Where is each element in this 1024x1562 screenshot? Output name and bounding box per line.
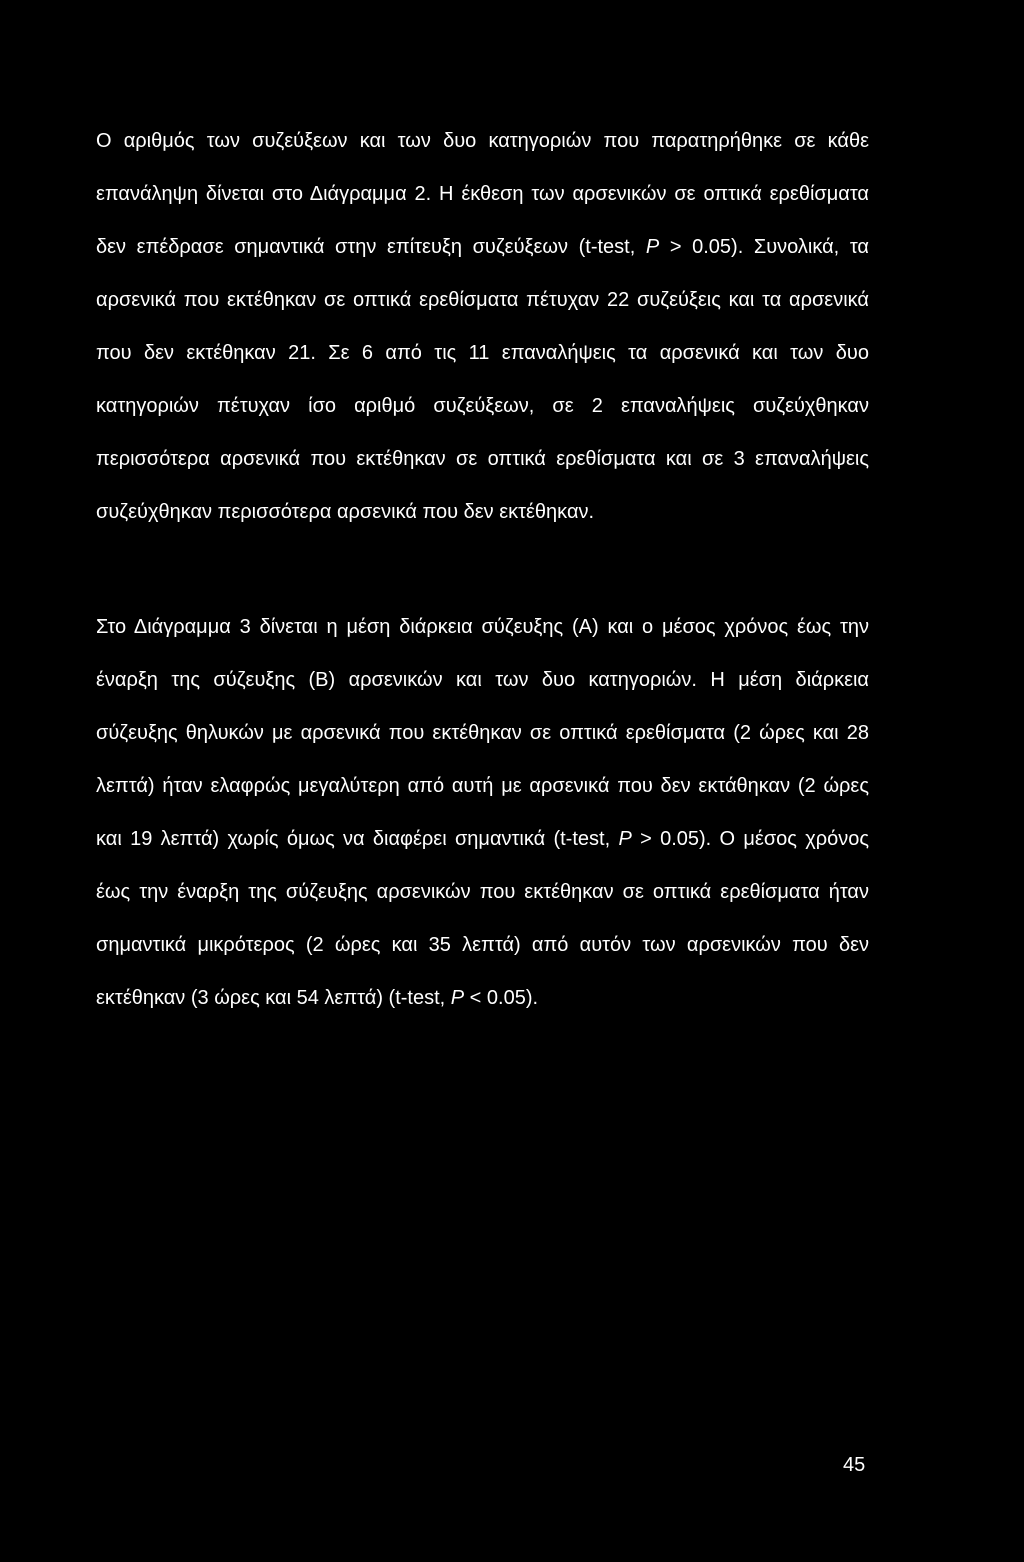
paragraph-1-text-part-2: > 0.05). Συνολικά, τα αρσενικά που εκτέθηκαν σε οπτικά ερεθίσματα πέτυχαν 22 συζεύξεις και τα αρσενικά που δεν εκτέθηκαν 21. Σε 6 από τις 11 επαναλήψεις τα αρσενικά και των δυο κατηγοριών πέτυχαν ίσο αριθμό συζεύξεων, σε 2 επαναλήψεις συζεύχθηκαν περισσότερα αρσενικά που εκτέθηκαν σε οπτικά ερεθίσματα και σε 3 επαναλήψεις συζεύχθηκαν περισσότερα αρσενικά που δεν εκτέθηκαν.: [96, 236, 869, 523]
paragraph-mating-duration: [96, 601, 869, 1025]
paragraph-1-text-part-1: Ο αριθμός των συζεύξεων και των δυο κατηγοριών που παρατηρήθηκε σε κάθε επανάληψη δίνεται στο Διάγραμμα 2. Η έκθεση των αρσενικών σε οπτικά ερεθίσματα δεν επέδρασε σημαντικά στην επίτευξη συζεύξεων (t-test,: [96, 130, 869, 258]
page-number: 45: [843, 1454, 866, 1476]
p-value-symbol: P: [618, 828, 632, 850]
p-value-symbol: P: [645, 236, 660, 258]
p-value-symbol: P: [450, 987, 465, 1009]
paragraph-2-text-part-3: < 0.05).: [464, 987, 539, 1009]
paragraph-2-text-part-2: > 0.05). Ο μέσος χρόνος έως την έναρξη της σύζευξης αρσενικών που εκτέθηκαν σε οπτικά ερεθίσματα ήταν σημαντικά μικρότερος (2 ώρες και 35 λεπτά) από αυτόν των αρσενικών που δεν εκτέθηκαν (3 ώρες και 54 λεπτά) (t-test,: [96, 828, 870, 1009]
paragraph-2-text-part-1: Στο Διάγραμμα 3 δίνεται η μέση διάρκεια σύζευξης (Α) και ο μέσος χρόνος έως την έναρξη της σύζευξης (Β) αρσενικών και των δυο κατηγοριών. Η μέση διάρκεια σύζευξης θηλυκών με αρσενικά που εκτέθηκαν σε οπτικά ερεθίσματα (2 ώρες και 28 λεπτά) ήταν ελαφρώς μεγαλύτερη από αυτή με αρσενικά που δεν εκτάθηκαν (2 ώρες και 19 λεπτά) χωρίς όμως να διαφέρει σημαντικά (t-test,: [96, 616, 869, 850]
paragraph-mating-counts: [96, 115, 869, 539]
